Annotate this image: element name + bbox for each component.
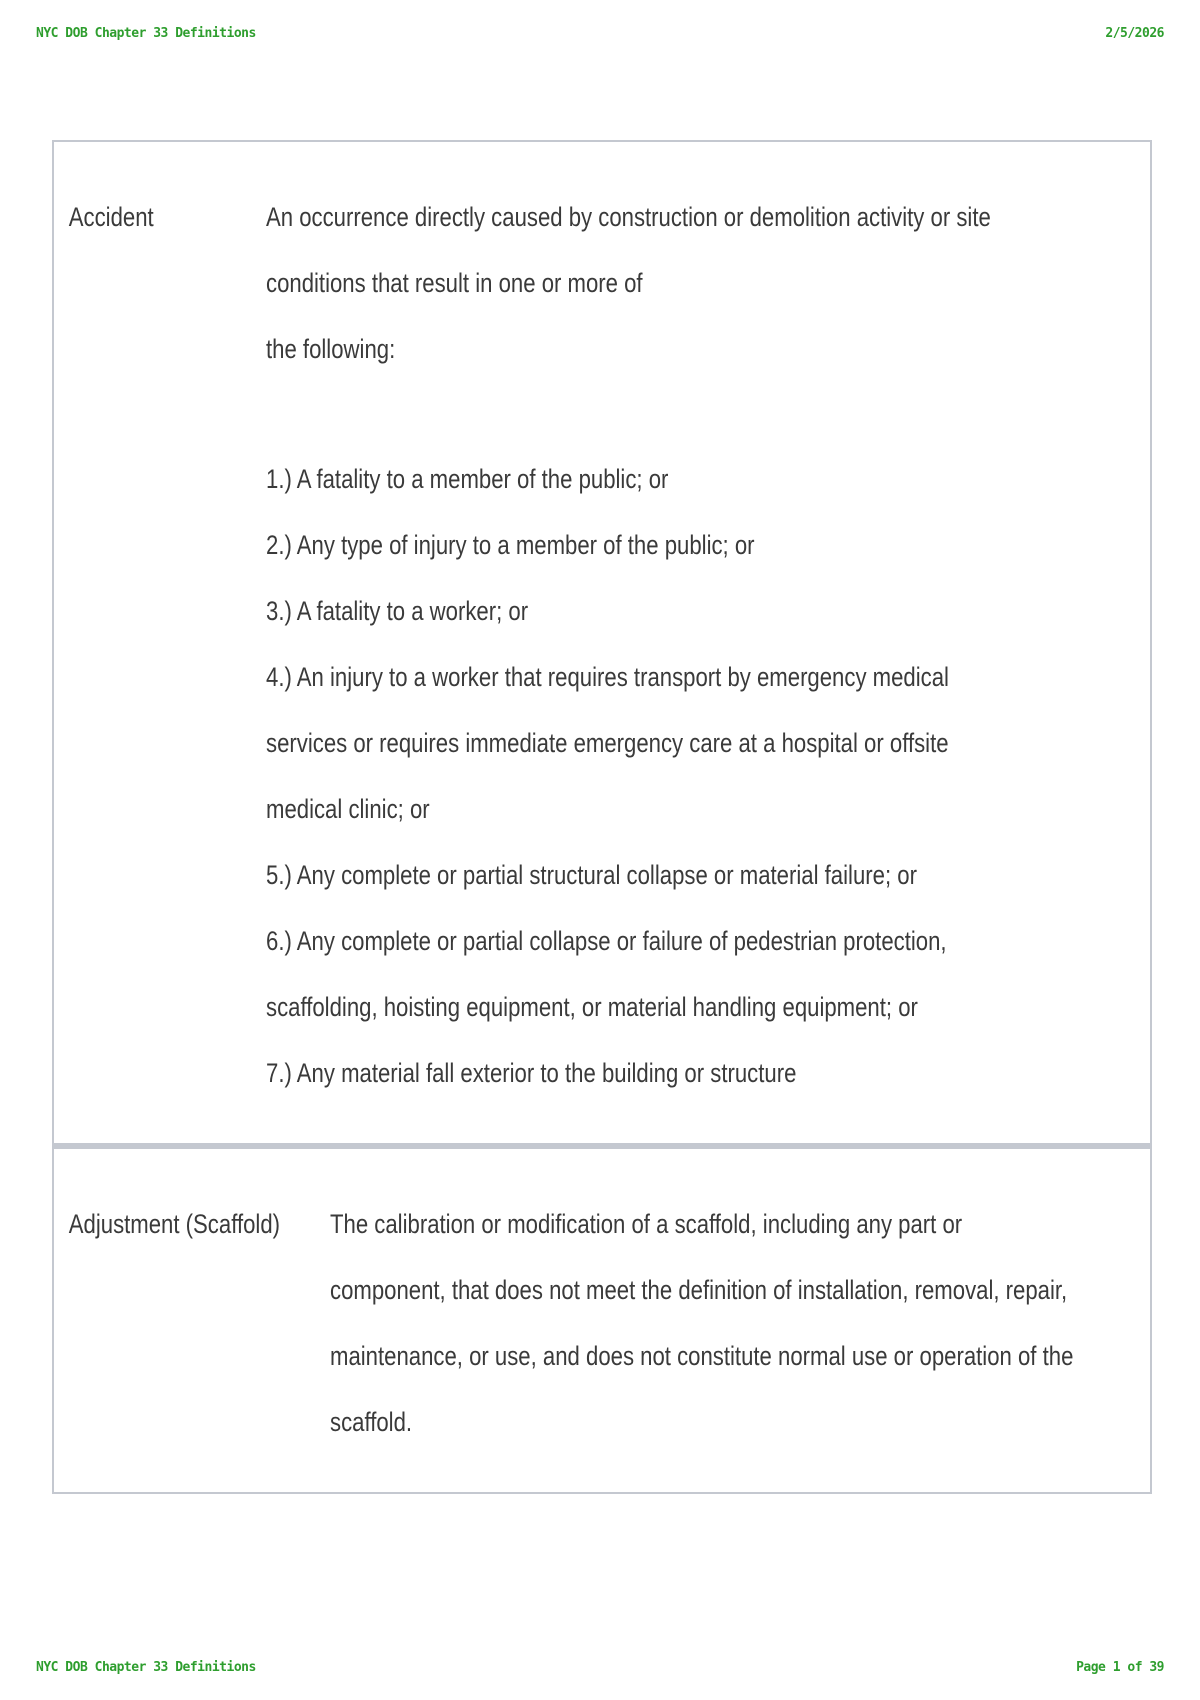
definition-line: An occurrence directly caused by construction or demolition activity or site <box>266 202 991 232</box>
definition-line: The calibration or modification of a scaffold, including any part or <box>329 1209 962 1239</box>
definition-row-adjustment-scaffold <box>52 1145 1152 1494</box>
definition-list-line: 2.) Any type of injury to a member of the public; or <box>266 530 755 560</box>
definition-line: component, that does not meet the definition of installation, removal, repair, <box>329 1275 1067 1305</box>
paragraph-gap <box>266 398 1150 462</box>
definition-list-line: 6.) Any complete or partial collapse or failure of pedestrian protection, <box>266 926 947 956</box>
term-cell <box>54 142 228 1143</box>
definition-list-line: 3.) A fatality to a worker; or <box>266 596 529 626</box>
term-cell <box>54 1149 280 1492</box>
header-date: 2/5/2026 <box>1105 26 1164 41</box>
definition-list-line: services or requires immediate emergency care at a hospital or offsite <box>266 728 949 758</box>
definition-list-line: medical clinic; or <box>266 794 430 824</box>
footer-page-number: Page 1 of 39 <box>1076 1660 1164 1675</box>
definition-cell <box>330 1149 1200 1492</box>
definition-list-line: 4.) An injury to a worker that requires transport by emergency medical <box>266 662 950 692</box>
definitions-table <box>52 140 1152 1494</box>
term-label: Adjustment (Scaffold) <box>68 1209 281 1239</box>
header-document-title: NYC DOB Chapter 33 Definitions <box>36 26 256 41</box>
definition-row-accident <box>52 140 1152 1145</box>
definition-line: the following: <box>266 334 396 364</box>
definition-line: scaffold. <box>329 1407 412 1437</box>
term-label: Accident <box>68 202 154 232</box>
definition-cell <box>266 142 1150 1143</box>
definition-line: maintenance, or use, and does not constitute normal use or operation of the <box>329 1341 1074 1371</box>
definition-list-line: 7.) Any material fall exterior to the building or structure <box>266 1058 797 1088</box>
definition-line: conditions that result in one or more of <box>266 268 643 298</box>
footer-document-title: NYC DOB Chapter 33 Definitions <box>36 1660 256 1675</box>
definition-list-line: 5.) Any complete or partial structural collapse or material failure; or <box>266 860 918 890</box>
definition-list-line: scaffolding, hoisting equipment, or material handling equipment; or <box>266 992 918 1022</box>
definition-list-line: 1.) A fatality to a member of the public; or <box>266 464 669 494</box>
